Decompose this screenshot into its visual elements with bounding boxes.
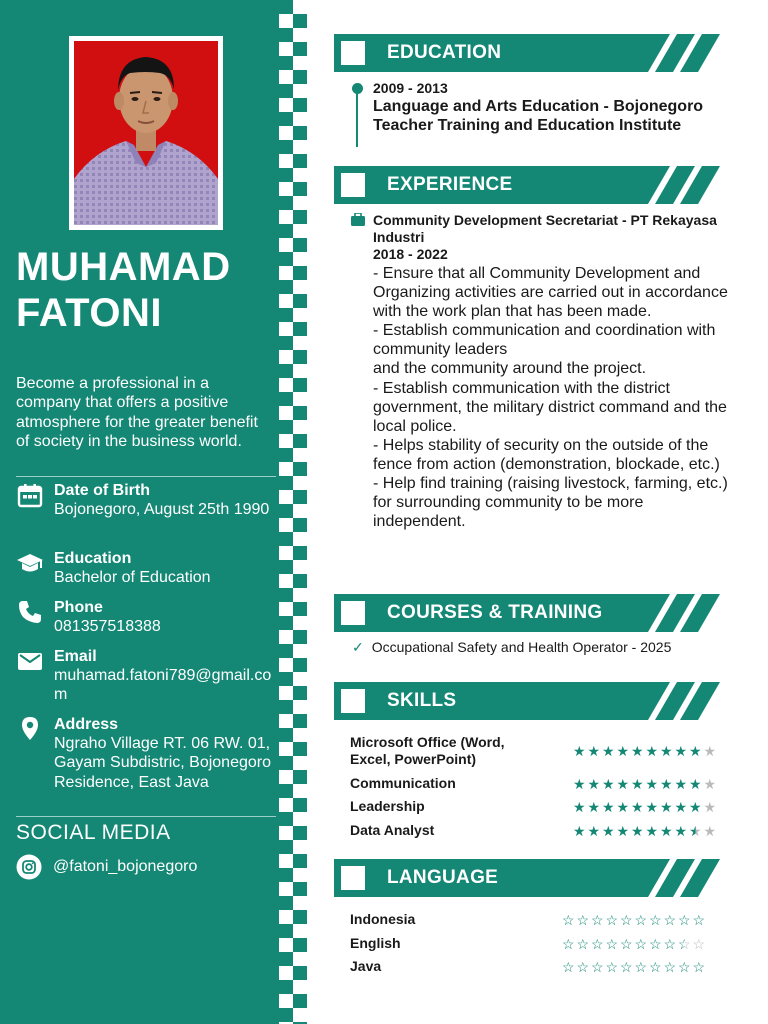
check-icon: ✓ [352, 639, 364, 655]
checker-square [293, 630, 307, 644]
star-icon: ★ [630, 823, 644, 839]
skill-rating [572, 799, 717, 815]
star-icon: ☆ [692, 936, 706, 952]
checker-square [293, 294, 307, 308]
star-icon: ☆ [561, 936, 575, 952]
education-school-line1: Language and Arts Education - Bojonegoro [373, 98, 704, 115]
star-icon: ★ [616, 776, 630, 792]
checker-square [293, 602, 307, 616]
checker-square [279, 196, 293, 210]
contact-education [16, 549, 276, 589]
checker-square [279, 224, 293, 238]
checker-square [279, 476, 293, 490]
course-text: Occupational Safety and Health Operator - 2025 [371, 639, 672, 655]
checker-square [293, 322, 307, 336]
checker-square [279, 420, 293, 434]
skill-row [350, 822, 720, 840]
star-icon: ★ [674, 799, 688, 815]
phone-label: Phone [54, 599, 103, 616]
checker-square [293, 378, 307, 392]
section-box [341, 41, 365, 65]
section-title: EXPERIENCE [387, 174, 513, 195]
star-icon: ★ [616, 823, 630, 839]
experience-duty: - Establish communication with the district government, the military district command and the local police. [373, 379, 727, 435]
section-skills [334, 682, 729, 720]
star-icon: ☆ [648, 936, 662, 952]
checker-square [293, 826, 307, 840]
section-courses [334, 594, 729, 632]
star-icon: ★ [587, 776, 601, 792]
star-icon: ☆ [663, 959, 677, 975]
language-row [350, 911, 720, 929]
checker-square [293, 490, 307, 504]
profile-photo-frame [69, 36, 223, 230]
checker-square [293, 98, 307, 112]
checker-square [279, 700, 293, 714]
checker-square [279, 252, 293, 266]
checker-square [279, 84, 293, 98]
experience-duty: - Ensure that all Community Development and Organizing activities are carried out in accordance with the work plan that has been made. [373, 265, 728, 321]
name-last: FATONI [16, 291, 162, 335]
star-icon: ★ [659, 743, 673, 759]
skill-name: Microsoft Office (Word, Excel, PowerPoint) [350, 734, 505, 767]
skill-name: Leadership [350, 798, 425, 814]
checker-square [279, 560, 293, 574]
experience-duty: - Establish communication and coordination with community leaders [373, 322, 716, 359]
checker-square [279, 840, 293, 854]
star-icon: ☆ [663, 936, 677, 952]
experience-duty: - Helps stability of security on the outside of the fence from action (demonstration, blockade, etc.) [373, 436, 720, 473]
contact-dob [16, 481, 276, 541]
section-title: EDUCATION [387, 42, 502, 63]
checker-square [279, 812, 293, 826]
checker-square [293, 742, 307, 756]
skill-row [350, 798, 720, 816]
section-education [334, 34, 729, 72]
education-period: 2009 - 2013 [373, 80, 448, 96]
star-icon: ☆ [648, 912, 662, 928]
checker-square [279, 952, 293, 966]
star-icon: ★ [630, 776, 644, 792]
star-icon: ☆ [576, 936, 590, 952]
section-language [334, 859, 729, 897]
checker-square [293, 938, 307, 952]
star-icon: ★ [645, 799, 659, 815]
checker-square [293, 70, 307, 84]
checker-square [279, 616, 293, 630]
checker-square [293, 714, 307, 728]
location-pin-icon [16, 715, 44, 743]
star-icon: ☆ [590, 936, 604, 952]
checker-square [279, 1008, 293, 1022]
star-icon: ★ [587, 799, 601, 815]
checker-square [293, 994, 307, 1008]
section-box [341, 689, 365, 713]
checker-square [293, 770, 307, 784]
star-icon: ★ [587, 743, 601, 759]
education-entry [373, 80, 753, 135]
star-icon: ☆ [590, 912, 604, 928]
checker-square [293, 126, 307, 140]
education-value: Bachelor of Education [54, 569, 211, 586]
checkered-border [279, 0, 307, 1024]
checker-square [279, 112, 293, 126]
contact-phone [16, 598, 276, 638]
section-box [341, 866, 365, 890]
star-icon: ★ [674, 743, 688, 759]
star-icon: ★ [645, 776, 659, 792]
checker-square [279, 280, 293, 294]
checker-square [279, 140, 293, 154]
language-name: Java [350, 958, 382, 974]
checker-square [279, 728, 293, 742]
language-row [350, 935, 720, 953]
phone-icon [16, 598, 44, 626]
address-value: Ngraho Village RT. 06 RW. 01, Gayam Subdistric, Bojonegoro Residence, East Java [54, 735, 271, 791]
star-icon: ☆ [576, 959, 590, 975]
star-icon: ☆ [677, 912, 691, 928]
language-name: English [350, 935, 401, 951]
experience-period: 2018 - 2022 [373, 246, 448, 262]
skill-row [350, 775, 720, 793]
star-icon: ★ [703, 776, 717, 792]
star-icon: ★ [572, 799, 586, 815]
star-icon: ★ [645, 823, 659, 839]
star-icon: ☆ [619, 959, 633, 975]
star-icon: ★ [630, 799, 644, 815]
section-title: LANGUAGE [387, 867, 499, 888]
checker-square [279, 672, 293, 686]
sidebar [0, 0, 279, 1024]
checker-square [293, 854, 307, 868]
checker-square [279, 644, 293, 658]
language-name: Indonesia [350, 911, 416, 927]
checker-square [279, 336, 293, 350]
star-icon: ☆ [677, 959, 691, 975]
checker-square [279, 532, 293, 546]
star-icon: ★ [703, 799, 717, 815]
social-media-title: SOCIAL MEDIA [16, 821, 171, 844]
divider [16, 476, 276, 477]
star-icon: ☆ [692, 959, 706, 975]
star-icon: ★ [674, 823, 688, 839]
star-icon: ☆ [634, 959, 648, 975]
star-icon: ★ [572, 743, 586, 759]
checker-square [293, 182, 307, 196]
phone-value[interactable]: 081357518388 [54, 618, 161, 635]
star-icon: ★ [630, 743, 644, 759]
course-item [352, 639, 671, 656]
checker-square [293, 14, 307, 28]
star-icon: ☆ [634, 936, 648, 952]
language-row [350, 958, 720, 976]
star-icon: ☆ [648, 959, 662, 975]
address-label: Address [54, 716, 119, 733]
star-icon: ★ [688, 799, 702, 815]
checker-square [279, 784, 293, 798]
checker-square [279, 924, 293, 938]
checker-square [279, 308, 293, 322]
checker-square [279, 896, 293, 910]
section-title: SKILLS [387, 690, 457, 711]
checker-square [279, 588, 293, 602]
checker-square [293, 462, 307, 476]
star-icon: ☆ [561, 912, 575, 928]
contact-email [16, 647, 276, 707]
name-first: MUHAMAD [16, 245, 231, 289]
instagram-icon [16, 854, 42, 880]
checker-square [279, 448, 293, 462]
star-icon: ★ [572, 776, 586, 792]
star-icon: ★ [601, 799, 615, 815]
skill-row [350, 734, 720, 770]
checker-square [293, 350, 307, 364]
profile-photo [74, 41, 218, 225]
checker-square [293, 546, 307, 560]
star-icon: ★ [616, 799, 630, 815]
experience-entry [373, 212, 733, 531]
star-icon: ★ [601, 776, 615, 792]
email-label: Email [54, 648, 97, 665]
checker-square [279, 168, 293, 182]
briefcase-icon [351, 213, 365, 226]
career-objective: Become a professional in a company that offers a positive atmosphere for the greater benefit of society in the business world. [16, 375, 258, 450]
checker-square [293, 154, 307, 168]
star-icon: ★ [601, 743, 615, 759]
checker-square [293, 910, 307, 924]
contact-address [16, 715, 276, 815]
star-icon: ★ [674, 776, 688, 792]
section-box [341, 601, 365, 625]
checker-square [279, 504, 293, 518]
checker-square [279, 364, 293, 378]
education-school-line2: Teacher Training and Education Institute [373, 117, 682, 134]
star-icon: ★ [703, 743, 717, 759]
section-box [341, 173, 365, 197]
star-icon: ☆ [677, 936, 691, 952]
checker-square [293, 266, 307, 280]
star-icon: ★ [587, 823, 601, 839]
star-icon: ☆ [619, 936, 633, 952]
checker-square [293, 406, 307, 420]
checker-square [279, 56, 293, 70]
instagram-handle[interactable]: @fatoni_bojonegoro [53, 858, 198, 875]
star-icon: ☆ [663, 912, 677, 928]
skill-rating [572, 776, 717, 792]
star-icon: ★ [688, 823, 702, 839]
star-icon: ☆ [692, 912, 706, 928]
skill-name: Data Analyst [350, 822, 435, 838]
star-icon: ★ [688, 743, 702, 759]
language-rating [561, 912, 706, 928]
checker-square [293, 210, 307, 224]
star-icon: ☆ [634, 912, 648, 928]
calendar-icon [16, 481, 44, 509]
star-icon: ★ [659, 776, 673, 792]
experience-description [373, 264, 733, 531]
skill-name: Communication [350, 775, 456, 791]
section-title: COURSES & TRAINING [387, 602, 603, 623]
checker-square [279, 980, 293, 994]
checker-square [293, 518, 307, 532]
experience-company: Community Development Secretariat - PT Rekayasa Industri [373, 212, 717, 245]
star-icon: ☆ [590, 959, 604, 975]
star-icon: ★ [645, 743, 659, 759]
skill-rating [572, 823, 717, 839]
experience-duty: - Help find training (raising livestock, farming, etc.) for surrounding community to be more independent. [373, 475, 728, 531]
star-icon: ★ [703, 823, 717, 839]
star-icon: ☆ [619, 912, 633, 928]
dob-label: Date of Birth [54, 482, 150, 499]
email-value[interactable]: muhamad.fatoni789@gmail.com [54, 667, 272, 704]
language-rating [561, 936, 706, 952]
divider [16, 816, 276, 817]
checker-square [293, 882, 307, 896]
education-label: Education [54, 550, 132, 567]
checker-square [279, 392, 293, 406]
language-rating [561, 959, 706, 975]
dob-value: Bojonegoro, August 25th 1990 [54, 501, 270, 518]
graduation-cap-icon [16, 549, 44, 577]
checker-square [293, 686, 307, 700]
checker-square [293, 798, 307, 812]
candidate-name [16, 244, 271, 336]
star-icon: ☆ [605, 936, 619, 952]
checker-square [293, 966, 307, 980]
checker-square [293, 238, 307, 252]
checker-square [279, 0, 293, 14]
star-icon: ☆ [561, 959, 575, 975]
checker-square [279, 868, 293, 882]
section-experience [334, 166, 729, 204]
checker-square [293, 434, 307, 448]
checker-square [279, 756, 293, 770]
checker-square [293, 42, 307, 56]
checker-square [279, 28, 293, 42]
star-icon: ★ [659, 823, 673, 839]
checker-square [293, 658, 307, 672]
timeline-line [356, 92, 358, 147]
star-icon: ★ [601, 823, 615, 839]
checker-square [293, 574, 307, 588]
star-icon: ★ [688, 776, 702, 792]
experience-duty: and the community around the project. [373, 360, 647, 378]
star-icon: ☆ [576, 912, 590, 928]
star-icon: ★ [572, 823, 586, 839]
star-icon: ☆ [605, 912, 619, 928]
skill-rating [572, 743, 717, 759]
mail-icon [16, 647, 44, 675]
star-icon: ☆ [605, 959, 619, 975]
star-icon: ★ [659, 799, 673, 815]
star-icon: ★ [616, 743, 630, 759]
